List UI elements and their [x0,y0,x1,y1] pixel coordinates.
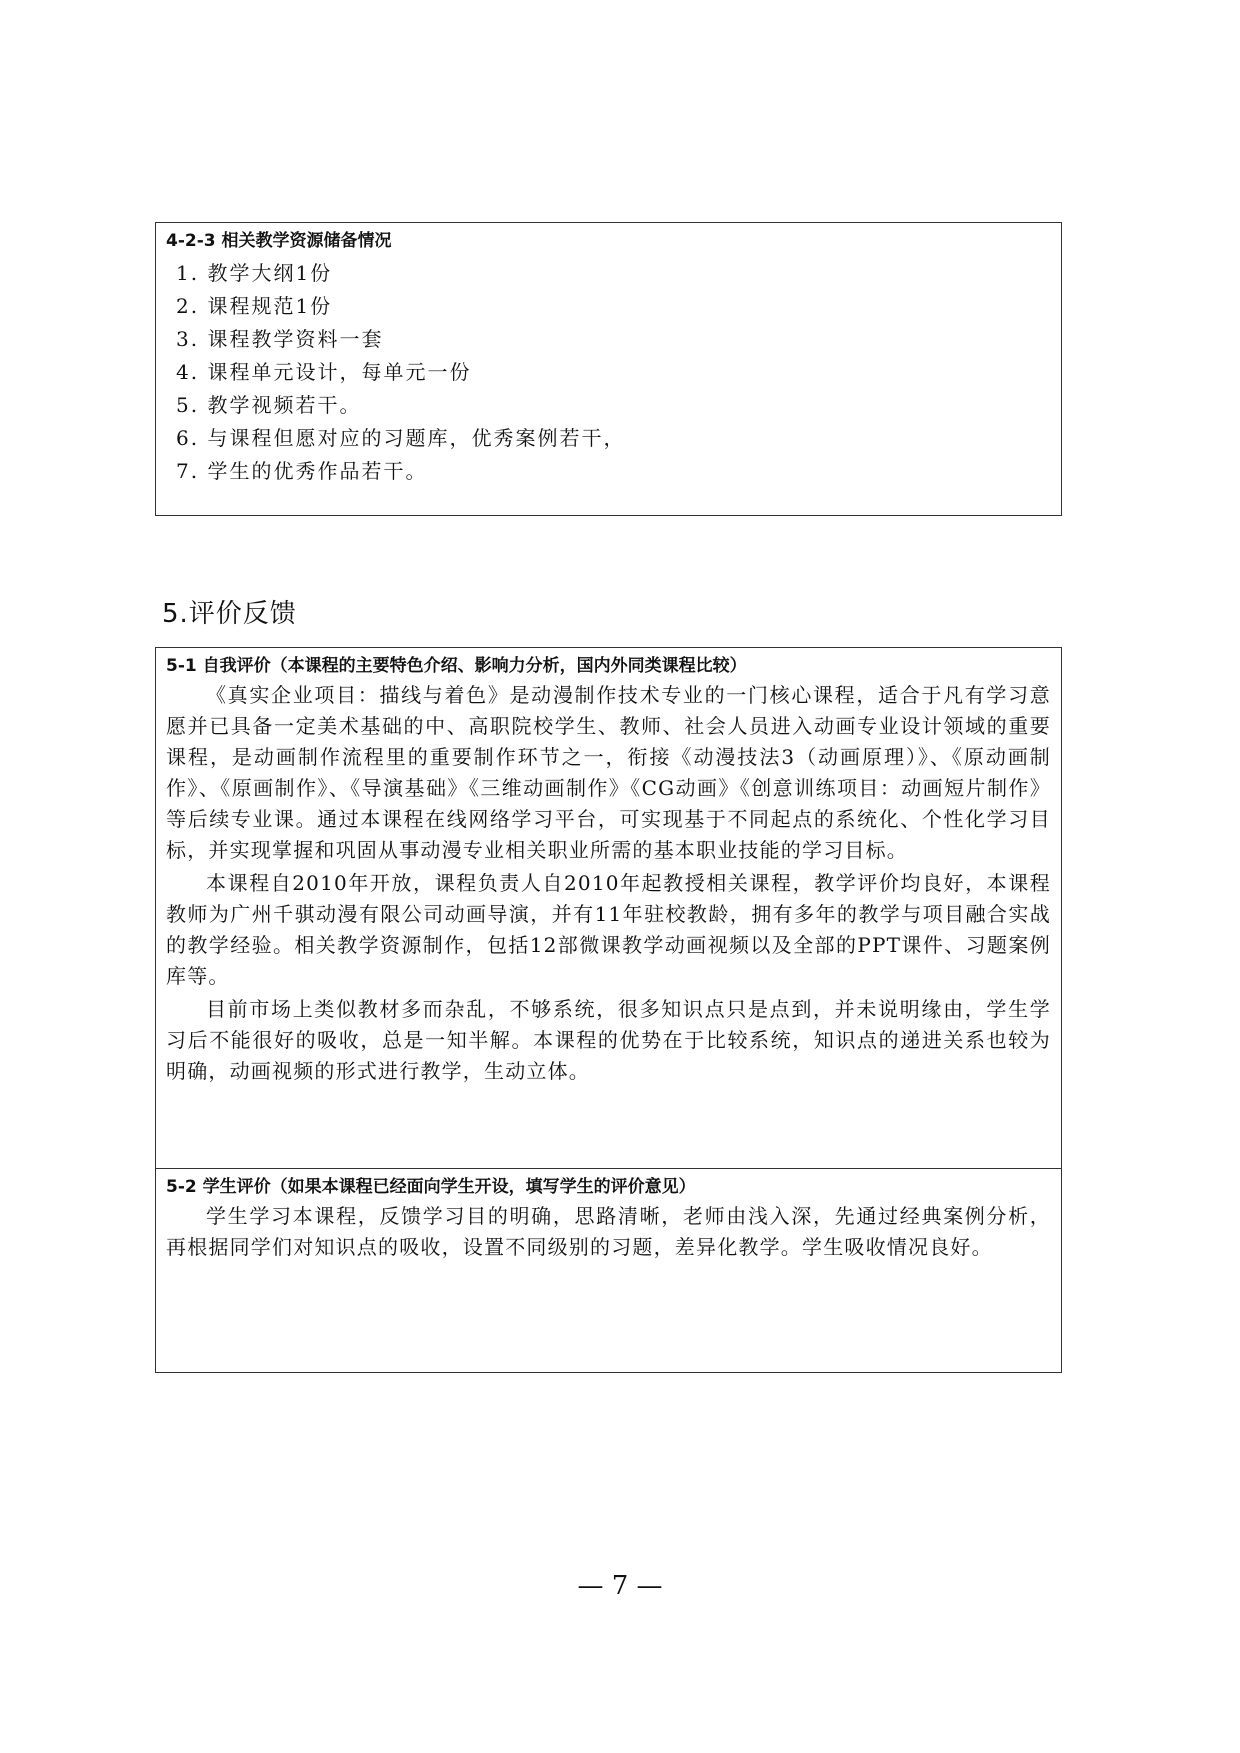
list-item: 3. 课程教学资料一套 [176,327,384,351]
paragraph: 目前市场上类似教材多而杂乱，不够系统，很多知识点只是点到，并未说明缘由，学生学习后不能很好的吸收，总是一知半解。本课程的优势在于比较系统，知识点的递进关系也较为明确，动画视频的形式进行教学，生动立体。 [166,997,1051,1083]
evaluation-table [155,647,1062,1373]
list-item: 7. 学生的优秀作品若干。 [176,459,428,483]
student-evaluation-heading: 5-2 学生评价（如果本课程已经面向学生开设，填写学生的评价意见） [166,1177,696,1197]
paragraph: 学生学习本课程，反馈学习目的明确，思路清晰，老师由浅入深，先通过经典案例分析，再根据同学们对知识点的吸收，设置不同级别的习题，差异化教学。学生吸收情况良好。 [166,1204,1051,1259]
resources-list [166,257,1051,488]
paragraph: 本课程自2010年开放，课程负责人自2010年起教授相关课程，教学评价均良好，本课程教师为广州千骐动漫有限公司动画导演，并有11年驻校教龄，拥有多年的教学与项目融合实战的教学经验。相关教学资源制作，包括12部微课教学动画视频以及全部的PPT课件、习题案例库等。 [166,871,1051,988]
list-item: 6. 与课程但愿对应的习题库，优秀案例若干， [176,426,626,450]
resources-heading: 4-2-3 相关教学资源储备情况 [166,231,392,251]
list-item: 5. 教学视频若干。 [176,393,362,417]
resources-box [155,222,1062,516]
list-item: 1. 教学大纲1份 [176,261,333,285]
list-item: 4. 课程单元设计，每单元一份 [176,360,472,384]
self-evaluation-heading: 5-1 自我评价（本课程的主要特色介绍、影响力分析，国内外同类课程比较） [166,656,747,676]
student-evaluation-cell [156,1169,1061,1371]
self-evaluation-cell [156,648,1061,1169]
section-title: 5.评价反馈 [162,599,297,629]
page-number: — 7 — [577,1571,663,1601]
paragraph: 《真实企业项目：描线与着色》是动漫制作技术专业的一门核心课程，适合于凡有学习意愿并已具备一定美术基础的中、高职院校学生、教师、社会人员进入动画专业设计领域的重要课程，是动画制作流程里的重要制作环节之一，衔接《动漫技法3（动画原理）》、《原动画制作》、《原画制作》、《导演基础》《三维动画制作》《CG动画》《创意训练项目：动画短片制作》等后续专业课。通过本课程在线网络学习平台，可实现基于不同起点的系统化、个性化学习目标，并实现掌握和巩固从事动漫专业相关职业所需的基本职业技能的学习目标。 [166,683,1051,862]
list-item: 2. 课程规范1份 [176,294,333,318]
